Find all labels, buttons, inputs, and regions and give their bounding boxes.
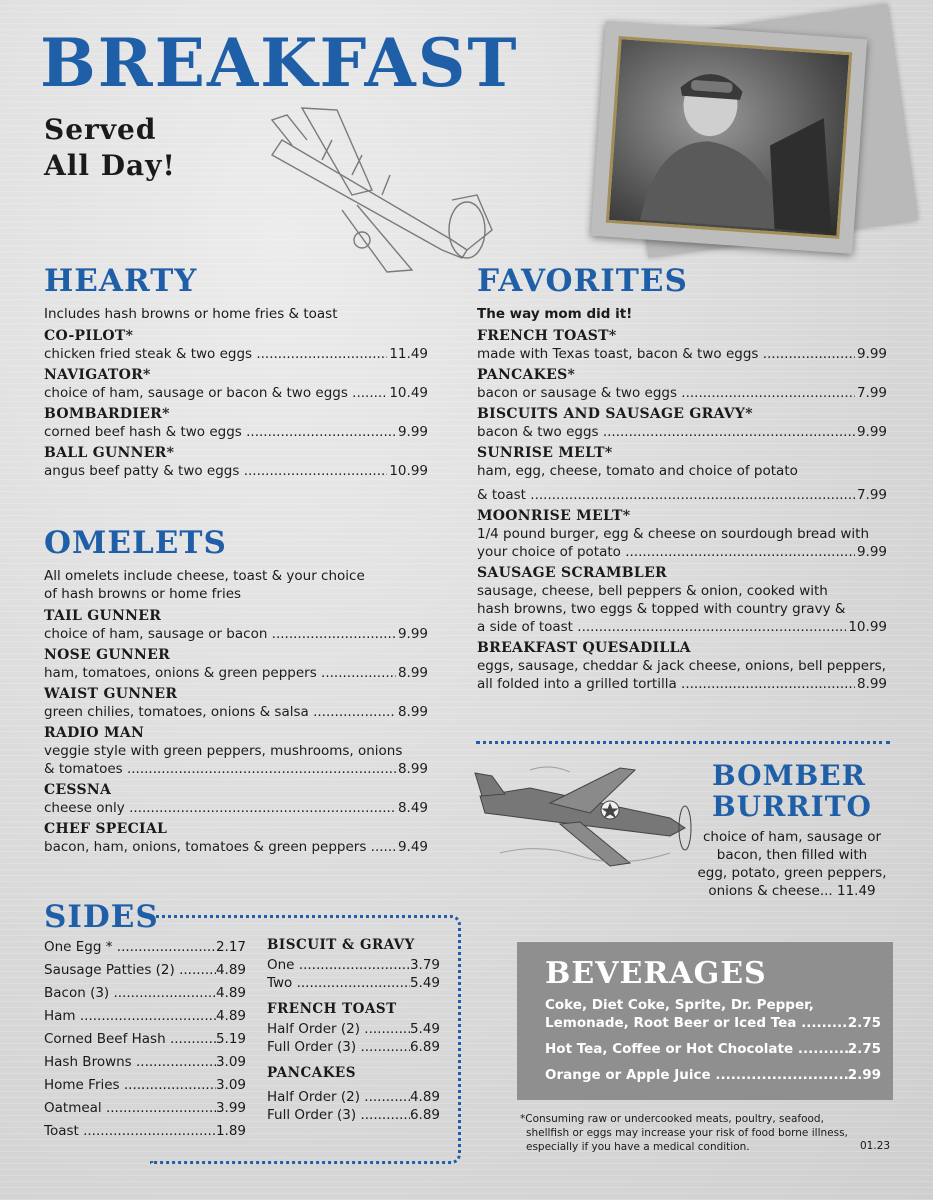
side-name: Full Order (3) .....	[267, 1038, 410, 1056]
item-desc: ham, tomatoes, onions & green peppers .....	[44, 664, 396, 682]
side-price: 3.09	[215, 1077, 246, 1093]
bomber-title-line-2: BURRITO	[712, 790, 872, 823]
omelets-title: OMELETS	[44, 525, 227, 561]
sides-title: SIDES	[44, 899, 159, 935]
list-item	[545, 1040, 881, 1058]
item-price: 10.99	[848, 619, 887, 635]
beverage-price: 2.99	[847, 1067, 881, 1083]
side-price: 6.89	[409, 1107, 440, 1123]
item-desc: all folded into a grilled tortilla .....	[477, 675, 855, 693]
side-name: One .....	[267, 956, 410, 974]
airplane-sketch-icon	[262, 100, 498, 280]
item-desc: made with Texas toast, bacon & two eggs .....	[477, 345, 855, 363]
disclaimer-line: shellfish or eggs may increase your risk of food borne illness,	[526, 1127, 848, 1139]
menu-item	[477, 444, 887, 504]
menu-item	[44, 607, 428, 643]
item-desc: chicken fried steak & two eggs .....	[44, 345, 387, 363]
side-name: Half Order (2) .....	[267, 1020, 410, 1038]
menu-item	[44, 405, 428, 441]
section-divider	[476, 741, 890, 744]
item-desc: bacon & two eggs .....	[477, 423, 855, 441]
side-name: Sausage Patties (2) .....	[44, 959, 216, 982]
list-item	[267, 1106, 440, 1124]
item-price: 9.99	[856, 544, 887, 560]
side-name: Full Order (3) .....	[267, 1106, 410, 1124]
item-price: 10.49	[389, 385, 428, 401]
favorites-intro: The way mom did it!	[477, 306, 633, 322]
side-price: 3.99	[215, 1100, 246, 1116]
side-name: Home Fries .....	[44, 1074, 216, 1097]
item-price: 9.99	[856, 346, 887, 362]
menu-item	[44, 724, 428, 778]
item-price: 8.99	[397, 665, 428, 681]
side-name: Toast .....	[44, 1120, 216, 1143]
served-line-2: All Day!	[44, 149, 176, 182]
item-desc: choice of ham, sausage or bacon .....	[44, 625, 396, 643]
bomber-burrito-title	[712, 760, 872, 822]
item-price: 10.99	[389, 463, 428, 479]
item-price: 11.49	[389, 346, 428, 362]
beverage-price: 2.75	[847, 1015, 881, 1031]
served-line-1: Served	[44, 113, 157, 146]
item-desc: green chilies, tomatoes, onions & salsa .....	[44, 703, 396, 721]
disclaimer	[520, 1112, 860, 1154]
item-desc-line: sausage, cheese, bell peppers & onion, cooked with	[477, 583, 828, 599]
bomber-desc-line: onions & cheese... 11.49	[708, 883, 876, 899]
menu-item	[477, 564, 887, 636]
item-name: WAIST GUNNER	[44, 686, 178, 702]
menu-item	[477, 507, 887, 561]
item-desc: & tomatoes .....	[44, 760, 396, 778]
hearty-section	[44, 263, 428, 483]
sides-list	[44, 936, 246, 1143]
item-price: 8.99	[856, 676, 887, 692]
menu-item	[477, 639, 887, 693]
item-price: 9.49	[397, 839, 428, 855]
bomber-burrito-desc	[690, 828, 894, 900]
item-name: NOSE GUNNER	[44, 647, 171, 663]
menu-item	[477, 405, 887, 441]
item-desc: bacon or sausage & two eggs .....	[477, 384, 855, 402]
beverages-title: BEVERAGES	[545, 956, 767, 991]
page-title: BREAKFAST	[40, 24, 519, 102]
side-name: Ham .....	[44, 1005, 216, 1028]
list-item	[44, 1028, 246, 1051]
bomber-desc-line: bacon, then filled with	[716, 847, 868, 863]
served-all-day	[44, 112, 176, 184]
side-name: Corned Beef Hash .....	[44, 1028, 216, 1051]
menu-item	[44, 327, 428, 363]
side-price: 3.09	[215, 1054, 246, 1070]
bomber-plane-icon	[470, 758, 706, 870]
item-desc: angus beef patty & two eggs .....	[44, 462, 387, 480]
list-item	[44, 1051, 246, 1074]
item-desc: corned beef hash & two eggs .....	[44, 423, 396, 441]
list-item	[44, 1074, 246, 1097]
item-name: CO-PILOT*	[44, 328, 134, 344]
item-name: MOONRISE MELT*	[477, 508, 631, 524]
item-name: CHEF SPECIAL	[44, 821, 168, 837]
side-price: 5.49	[409, 975, 440, 991]
item-name: TAIL GUNNER	[44, 608, 162, 624]
beverages-list	[545, 996, 881, 1084]
item-name: SAUSAGE SCRAMBLER	[477, 565, 667, 581]
side-price: 3.79	[409, 957, 440, 973]
item-price: 8.49	[397, 800, 428, 816]
item-name: BALL GUNNER*	[44, 445, 175, 461]
favorites-title: FAVORITES	[477, 263, 688, 299]
menu-code: 01.23	[860, 1140, 891, 1152]
omelets-section	[44, 525, 428, 859]
item-desc: bacon, ham, onions, tomatoes & green peppers .....	[44, 838, 396, 856]
hearty-title: HEARTY	[44, 263, 198, 299]
list-item	[44, 959, 246, 982]
group-title: FRENCH TOAST	[267, 1001, 397, 1017]
item-desc-line: veggie style with green peppers, mushrooms, onions	[44, 743, 403, 759]
beverages-box	[517, 942, 893, 1100]
item-name: CESSNA	[44, 782, 112, 798]
item-price: 7.99	[856, 487, 887, 503]
group-title: BISCUIT & GRAVY	[267, 937, 415, 953]
side-name: Bacon (3) .....	[44, 982, 216, 1005]
side-price: 4.89	[215, 985, 246, 1001]
item-price: 9.99	[856, 424, 887, 440]
item-name: NAVIGATOR*	[44, 367, 151, 383]
omelets-intro-1: All omelets include cheese, toast & your choice	[44, 568, 365, 584]
side-price: 4.89	[409, 1089, 440, 1105]
list-item	[267, 1020, 440, 1038]
beverage-name: Orange or Apple Juice .....	[545, 1066, 848, 1084]
beverage-name-line: Coke, Diet Coke, Sprite, Dr. Pepper,	[545, 997, 814, 1013]
item-price: 7.99	[856, 385, 887, 401]
item-price: 8.99	[397, 761, 428, 777]
item-price: 9.99	[397, 626, 428, 642]
item-desc-line: ham, egg, cheese, tomato and choice of potato	[477, 463, 798, 479]
item-desc-line: eggs, sausage, cheddar & jack cheese, onions, bell peppers,	[477, 658, 886, 674]
side-name: Half Order (2) .....	[267, 1088, 410, 1106]
item-price: 8.99	[397, 704, 428, 720]
side-name: One Egg * .....	[44, 936, 216, 959]
bomber-title-line-1: BOMBER	[712, 759, 866, 792]
beverage-name: Lemonade, Root Beer or Iced Tea .....	[545, 1014, 848, 1032]
pilot-portrait-icon	[609, 39, 849, 235]
item-name: BOMBARDIER*	[44, 406, 170, 422]
menu-item	[44, 646, 428, 682]
item-name: BREAKFAST QUESADILLA	[477, 640, 691, 656]
side-price: 2.17	[215, 939, 246, 955]
disclaimer-line: especially if you have a medical condition.	[526, 1141, 750, 1153]
beverage-name: Hot Tea, Coffee or Hot Chocolate .....	[545, 1040, 848, 1058]
menu-item	[44, 781, 428, 817]
beverage-price: 2.75	[847, 1041, 881, 1057]
list-item	[267, 1088, 440, 1106]
side-price: 6.89	[409, 1039, 440, 1055]
menu-item	[477, 327, 887, 363]
sides-groups	[267, 934, 440, 1124]
list-item	[44, 1120, 246, 1143]
item-name: SUNRISE MELT*	[477, 445, 613, 461]
menu-item	[44, 366, 428, 402]
item-desc-line: 1/4 pound burger, egg & cheese on sourdough bread with	[477, 526, 870, 542]
menu-item	[44, 685, 428, 721]
item-price: 9.99	[397, 424, 428, 440]
item-desc: your choice of potato .....	[477, 543, 855, 561]
side-name: Oatmeal .....	[44, 1097, 216, 1120]
list-item	[267, 956, 440, 974]
side-price: 5.19	[215, 1031, 246, 1047]
group-title: PANCAKES	[267, 1065, 356, 1081]
side-price: 1.89	[215, 1123, 246, 1139]
item-desc-line: hash browns, two eggs & topped with country gravy &	[477, 601, 846, 617]
list-item	[267, 974, 440, 992]
hearty-intro: Includes hash browns or home fries & toast	[44, 306, 338, 322]
bomber-desc-line: egg, potato, green peppers,	[697, 865, 887, 881]
list-item	[44, 936, 246, 959]
item-name: RADIO MAN	[44, 725, 145, 741]
favorites-section	[477, 263, 887, 696]
pilot-photo	[591, 21, 867, 254]
side-name: Two .....	[267, 974, 410, 992]
item-name: FRENCH TOAST*	[477, 328, 617, 344]
list-item	[44, 1005, 246, 1028]
menu-item	[44, 444, 428, 480]
beverage-line	[545, 996, 881, 1014]
item-desc: cheese only .....	[44, 799, 396, 817]
item-desc: & toast .....	[477, 486, 855, 504]
side-price: 4.89	[215, 1008, 246, 1024]
item-desc: choice of ham, sausage or bacon & two eggs .....	[44, 384, 387, 402]
list-item	[44, 1097, 246, 1120]
side-price: 5.49	[409, 1021, 440, 1037]
disclaimer-line: *Consuming raw or undercooked meats, poultry, seafood,	[520, 1113, 824, 1125]
bomber-desc-line: choice of ham, sausage or	[702, 829, 882, 845]
menu-item	[477, 366, 887, 402]
list-item	[545, 1066, 881, 1084]
item-desc: a side of toast .....	[477, 618, 846, 636]
list-item	[545, 1014, 881, 1032]
menu-item	[44, 820, 428, 856]
list-item	[44, 982, 246, 1005]
omelets-intro-2: of hash browns or home fries	[44, 586, 242, 602]
item-name: PANCAKES*	[477, 367, 576, 383]
side-name: Hash Browns .....	[44, 1051, 216, 1074]
side-price: 4.89	[215, 962, 246, 978]
list-item	[267, 1038, 440, 1056]
item-name: BISCUITS AND SAUSAGE GRAVY*	[477, 406, 753, 422]
